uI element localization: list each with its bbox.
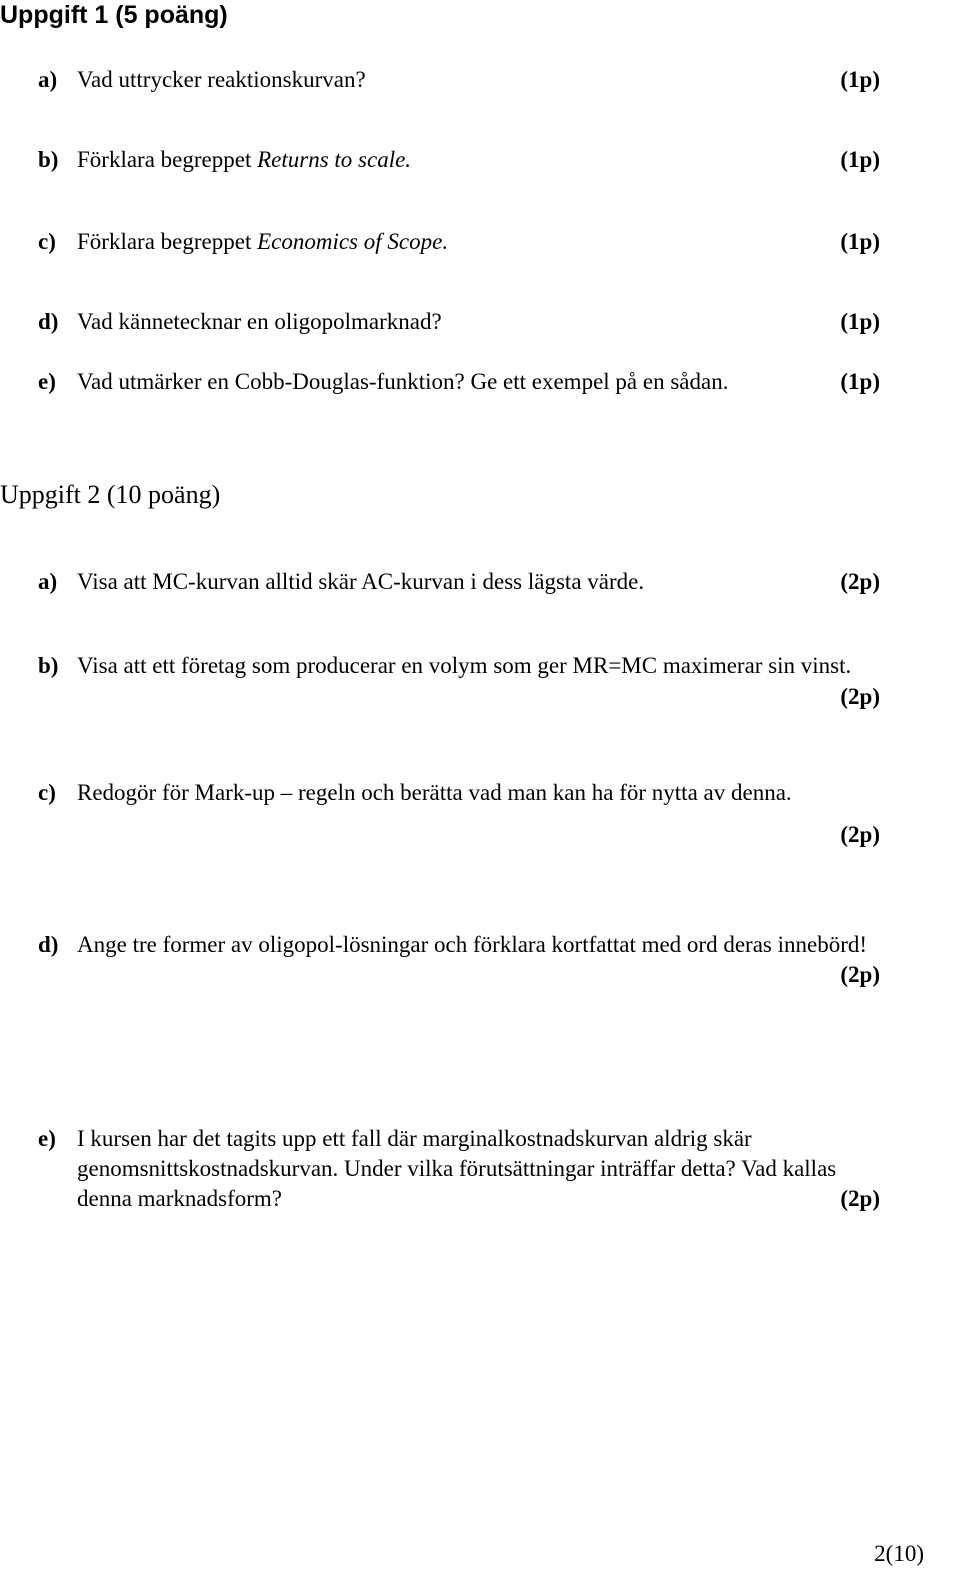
item-text: Vad uttrycker reaktionskurvan? [77,67,366,92]
item-text: Visa att MC-kurvan alltid skär AC-kurvan i dess lägsta värde. [77,569,645,594]
item-text-line: denna marknadsform? [77,1186,283,1211]
item-letter: c) [38,780,56,805]
item-points: (2p) [840,1186,880,1211]
item-points: (2p) [840,962,880,987]
item-letter: b) [38,147,59,172]
item-text: Förklara begreppet Economics of Scope. [77,229,449,254]
item-letter: e) [38,1126,56,1151]
item-letter: d) [38,932,59,957]
item-points: (1p) [840,369,880,394]
item-text: Vad utmärker en Cobb-Douglas-funktion? Ge ett exempel på en sådan. [77,369,729,394]
item-letter: c) [38,229,56,254]
item-text-line: genomsnittskostnadskurvan. Under vilka förutsättningar inträffar detta? Vad kallas [77,1156,837,1181]
item-letter: e) [38,369,56,394]
item-letter: a) [38,67,58,92]
item-letter: b) [38,653,59,678]
item-text: Vad kännetecknar en oligopolmarknad? [77,309,442,334]
item-text-italic: Economics of Scope. [257,229,449,254]
item-text-line: I kursen har det tagits upp ett fall där marginalkostnadskurvan aldrig skär [77,1126,752,1151]
page-number: 2(10) [874,1541,924,1566]
item-points: (1p) [840,229,880,254]
task2-heading: Uppgift 2 (10 poäng) [0,480,221,509]
item-letter: d) [38,309,59,334]
item-points: (2p) [840,684,880,709]
item-text: Redogör för Mark-up – regeln och berätta vad man kan ha för nytta av denna. [77,780,792,805]
item-text: Visa att ett företag som producerar en volym som ger MR=MC maximerar sin vinst. [77,653,852,678]
item-text: Ange tre former av oligopol-lösningar och förklara kortfattat med ord deras innebörd! [77,932,868,957]
item-points: (2p) [840,569,880,594]
item-points: (2p) [840,822,880,847]
item-points: (1p) [840,309,880,334]
item-text: Förklara begreppet Returns to scale. [77,147,412,172]
item-letter: a) [38,569,58,594]
task1-heading: Uppgift 1 (5 poäng) [0,1,228,29]
item-text-italic: Returns to scale. [257,147,412,172]
item-points: (1p) [840,67,880,92]
item-points: (1p) [840,147,880,172]
